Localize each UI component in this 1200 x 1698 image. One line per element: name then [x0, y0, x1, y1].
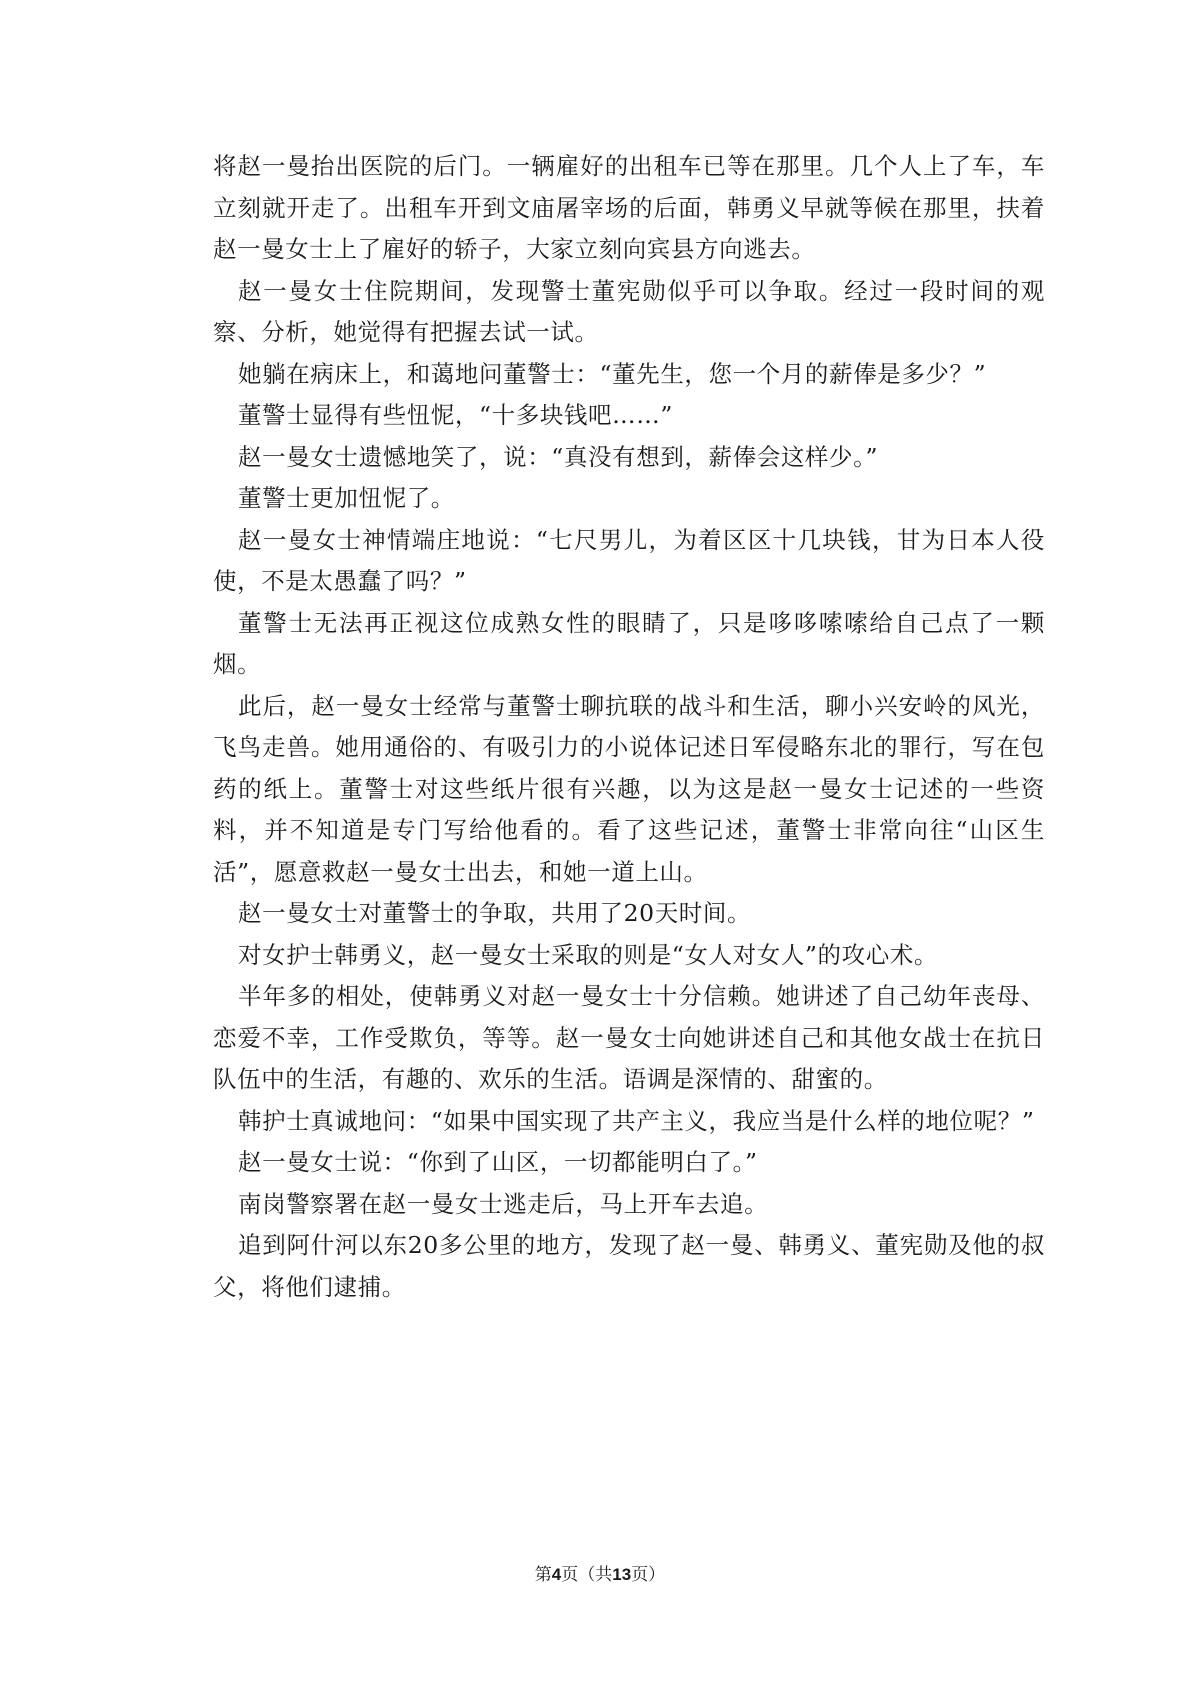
paragraph-8: 董警士无法再正视这位成熟女性的眼睛了，只是哆哆嗦嗦给自己点了一颗烟。	[213, 608, 1045, 678]
footer-total-pages: 13	[612, 1565, 632, 1584]
paragraph-14: 赵一曼女士说：“你到了山区，一切都能明白了。”	[238, 1148, 758, 1176]
body-text	[213, 146, 1045, 1308]
paragraph-12: 半年多的相处，使韩勇义对赵一曼女士十分信赖。她讲述了自己幼年丧母、恋爱不幸，工作受欺负，等等。赵一曼女士向她讲述自己和其他女战士在抗日队伍中的生活，有趣的、欢乐的生活。语调是深情的、甜蜜的。	[213, 982, 1045, 1093]
paragraph-3: 她躺在病床上，和蔼地问董警士：“董先生，您一个月的薪俸是多少？”	[238, 359, 987, 388]
paragraph-10: 赵一曼女士对董警士的争取，共用了20天时间。	[238, 899, 752, 927]
paragraph-5: 赵一曼女士遗憾地笑了，说：“真没有想到，薪俸会这样少。”	[238, 442, 879, 471]
paragraph-16: 追到阿什河以东20多公里的地方，发现了赵一曼、韩勇义、董宪勋及他的叔父，将他们逮捕。	[213, 1231, 1045, 1301]
paragraph-1: 将赵一曼抬出医院的后门。一辆雇好的出租车已等在那里。几个人上了车，车立刻就开走了。出租车开到文庙屠宰场的后面，韩勇义早就等候在那里，扶着赵一曼女士上了雇好的轿子，大家立刻向宾县方向逃去。	[213, 152, 1045, 263]
paragraph-13: 韩护士真诚地问：“如果中国实现了共产主义，我应当是什么样的地位呢？”	[238, 1106, 1035, 1135]
footer-prefix: 第	[534, 1565, 552, 1585]
footer-page-number: 4	[551, 1565, 562, 1584]
page-footer	[0, 1560, 1200, 1585]
paragraph-7: 赵一曼女士神情端庄地说：“七尺男儿，为着区区十几块钱，甘为日本人役使，不是太愚蠢了吗？”	[213, 525, 1045, 595]
paragraph-9: 此后，赵一曼女士经常与董警士聊抗联的战斗和生活，聊小兴安岭的风光，飞鸟走兽。她用通俗的、有吸引力的小说体记述日军侵略东北的罪行，写在包药的纸上。董警士对这些纸片很有兴趣，以为这是赵一曼女士记述的一些资料，并不知道是专门写给他看的。看了这些记述，董警士非常向往“山区生活”，愿意救赵一曼女士出去，和她一道上山。	[213, 691, 1045, 886]
paragraph-4: 董警士显得有些忸怩，“十多块钱吧……”	[238, 401, 673, 429]
footer-suffix: 页）	[631, 1565, 666, 1585]
paragraph-15: 南岗警察署在赵一曼女士逃走后，马上开车去追。	[238, 1189, 769, 1218]
footer-middle: 页（共	[561, 1565, 613, 1585]
paragraph-2: 赵一曼女士住院期间，发现警士董宪勋似乎可以争取。经过一段时间的观察、分析，她觉得有把握去试一试。	[213, 276, 1045, 346]
paragraph-11: 对女护士韩勇义，赵一曼女士采取的则是“女人对女人”的攻心术。	[238, 940, 939, 969]
paragraph-6: 董警士更加忸怩了。	[238, 484, 455, 512]
